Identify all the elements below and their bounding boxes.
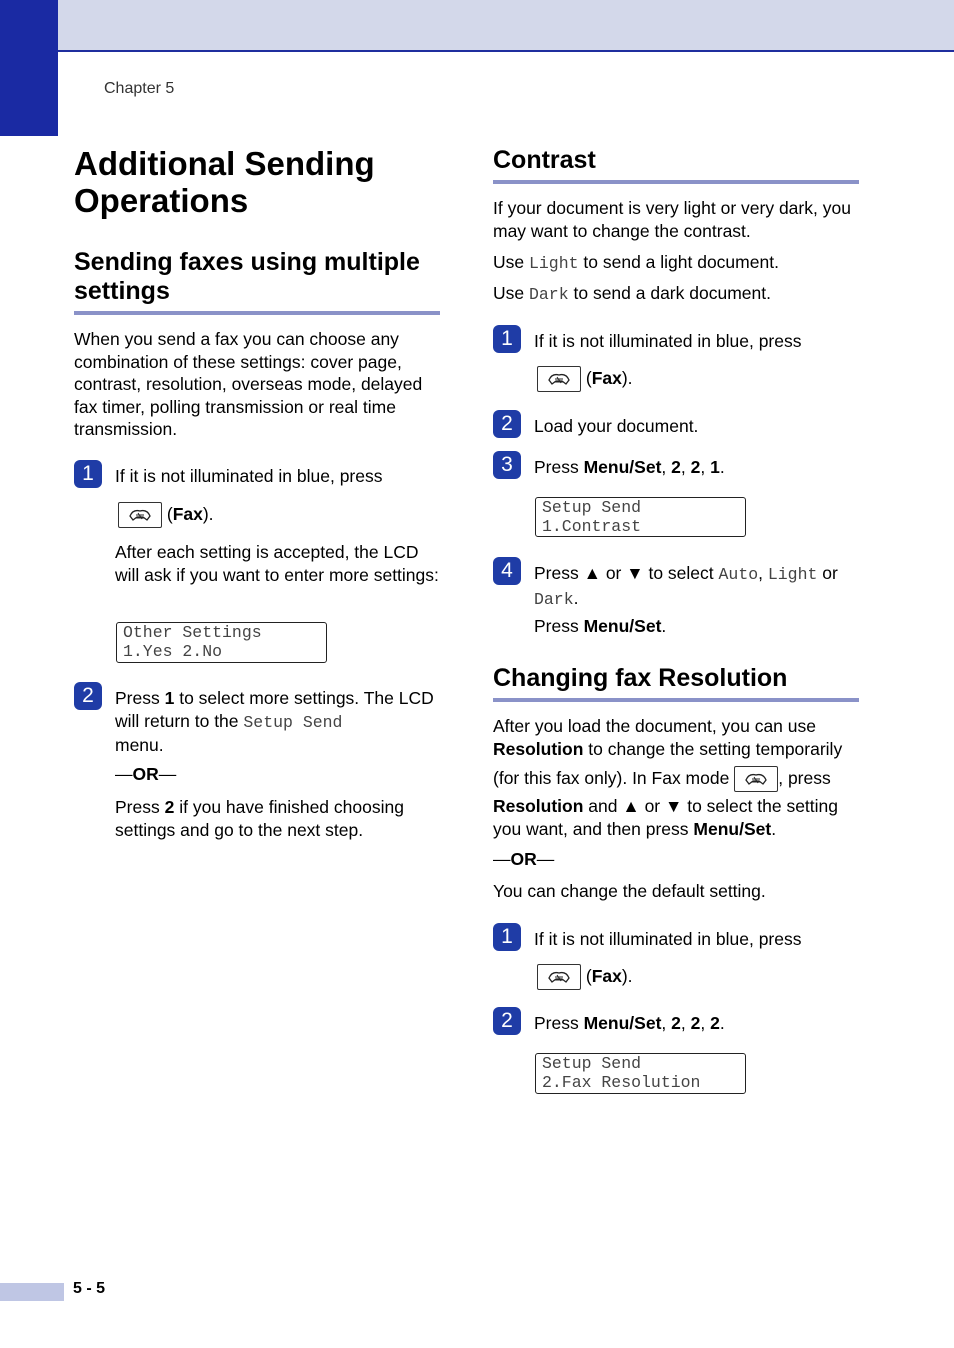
fax-instruction: (Fax). [537,364,633,392]
step1-after-text: After each setting is accepted, the LCD will ask if you want to enter more settings: [115,542,439,585]
fax-key-label: Fax [591,966,622,986]
step-number-2: 2 [493,1007,521,1035]
resolution-intro-b: (for this fax only). In Fax mode , press [493,764,831,792]
heading-rule [74,311,440,315]
resolution-step2-text: Press Menu/Set, 2, 2, 2. [534,1013,725,1033]
heading-rule [493,180,859,184]
fax-button[interactable] [537,366,581,392]
page-number: 5 - 5 [73,1280,106,1297]
down-arrow-icon: ▼ [665,796,683,816]
down-arrow-icon: ▼ [626,563,644,583]
fax-button[interactable] [537,964,581,990]
step-number-2: 2 [493,410,521,438]
contrast-step4-press: Press Menu/Set. [534,616,667,636]
fax-icon [127,506,153,524]
contrast-dark-line: Use Dark to send a dark document. [493,283,771,304]
or-separator: —OR— [115,764,177,784]
resolution-step1-text: If it is not illuminated in blue, press [534,929,802,949]
fax-icon [546,370,572,388]
lcd-display-contrast: Setup Send 1.Contrast [535,497,746,537]
fax-key-label: Fax [172,504,203,524]
lcd-display-other-settings: Other Settings 1.Yes 2.No [116,622,327,663]
contrast-light-line: Use Light to send a light document. [493,252,779,273]
step2-alt-text: Press 2 if you have finished choosing settings and go to the next step. [115,797,404,840]
section-heading-multiple-settings: Sending faxes using multiple settings [74,248,420,305]
step-number-1: 1 [493,923,521,951]
chapter-label: Chapter 5 [104,80,175,97]
resolution-intro-c: Resolution and ▲ or ▼ to select the setting you want, and then press Menu/Set. [493,796,839,839]
contrast-intro: If your document is very light or very dark, you may want to change the contrast. [493,198,851,241]
step-number-2: 2 [74,682,102,710]
resolution-default-text: You can change the default setting. [493,881,766,901]
fax-icon [546,968,572,986]
resolution-intro-a: After you load the document, you can use Resolution to change the setting temporarily [493,716,843,759]
lcd-display-fax-resolution: Setup Send 2.Fax Resolution [535,1053,746,1094]
up-arrow-icon: ▲ [583,563,601,583]
heading-rule [493,698,859,702]
contrast-step3-text: Press Menu/Set, 2, 2, 1. [534,457,725,477]
step-number-1: 1 [493,325,521,353]
footer-band [0,1283,64,1301]
up-arrow-icon: ▲ [622,796,640,816]
fax-key-label: Fax [591,368,622,388]
header-band [0,0,954,52]
fax-instruction: (Fax). [118,500,214,528]
step-number-1: 1 [74,460,102,488]
contrast-step2-text: Load your document. [534,416,699,436]
step-number-3: 3 [493,451,521,479]
step2-text: Press 1 to select more settings. The LCD will return to the Setup Send menu. [115,688,434,755]
fax-button[interactable] [734,766,778,792]
page-title: Additional Sending Operations [74,145,375,219]
section-heading-resolution: Changing fax Resolution [493,664,788,692]
fax-button[interactable] [118,502,162,528]
or-separator: —OR— [493,849,555,869]
contrast-step1-text: If it is not illuminated in blue, press [534,331,802,351]
contrast-step4-text: Press ▲ or ▼ to select Auto, Light or Dark. [534,563,838,609]
intro-paragraph: When you send a fax you can choose any combination of these settings: cover page, contrast, resolution, overseas mode, delayed fax timer, polling transmission or real time transmission. [74,329,423,439]
chapter-tab [0,0,58,136]
step-number-4: 4 [493,557,521,585]
fax-icon [743,770,769,788]
section-heading-contrast: Contrast [493,146,596,174]
step1-text: If it is not illuminated in blue, press [115,466,383,486]
fax-instruction: (Fax). [537,962,633,990]
